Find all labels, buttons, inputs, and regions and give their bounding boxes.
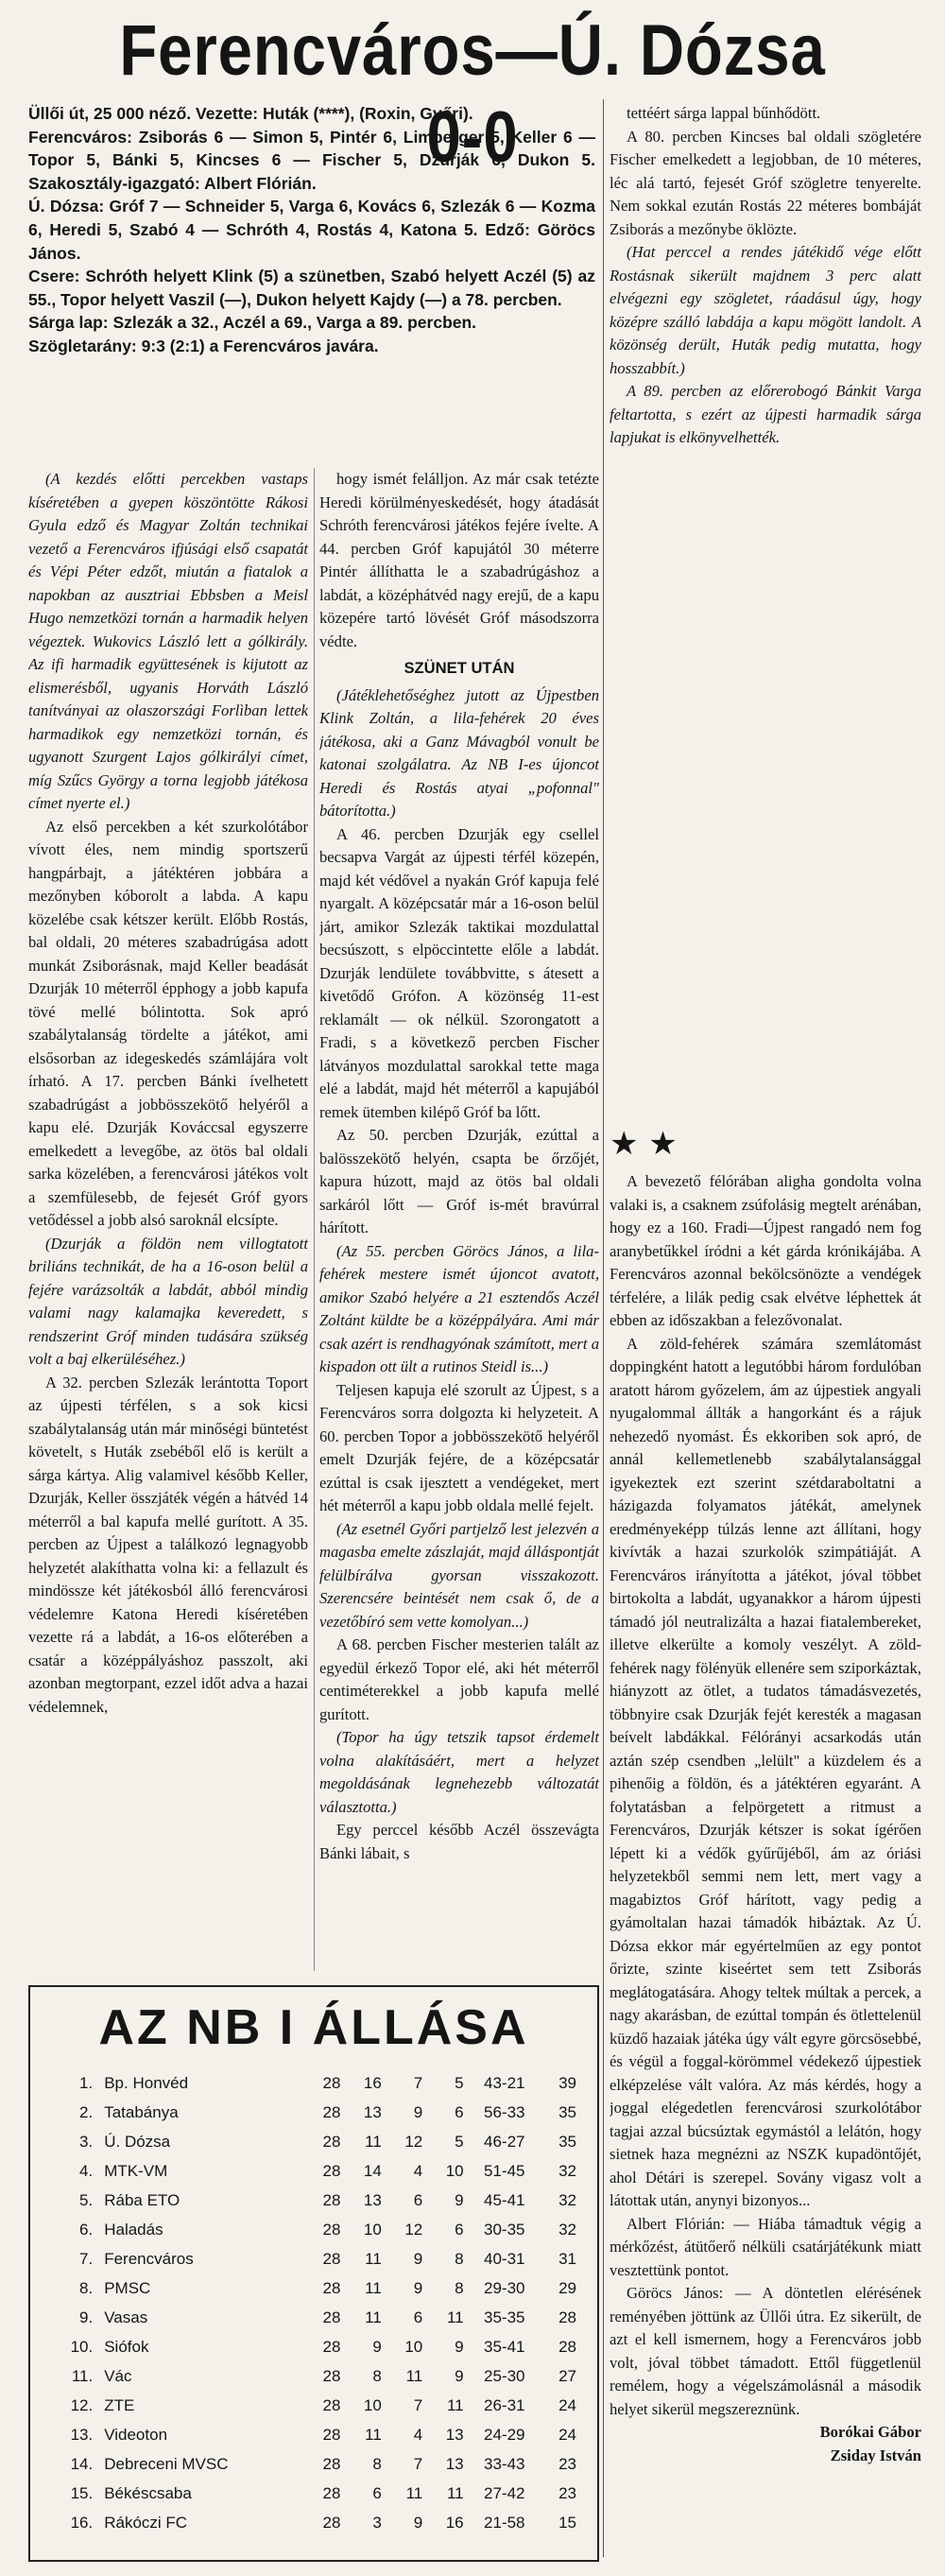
standings-rank: 12. [70, 2395, 94, 2414]
substitutions: Csere: Schróth helyett Klink (5) a szünetben, Szabó helyett Aczél (5) az 55., Topor helyett Vaszil (—), Dukon helyett Kajdy (—) a 78. percben. [28, 267, 595, 309]
match-venue: Üllői út, 25 000 néző. Vezette: Huták (****), (Roxin, Győri). [28, 104, 473, 123]
standings-played: 28 [322, 2102, 341, 2121]
report-paragraph: A 46. percben Dzurják egy csellel becsapva Vargát az újpesti térfél közepén, majd két védővel a nyakán Gróf kapuja felé nyargalt. A középcsatár már a 16-oson belül járt, amikor Szlezák taktikai mozdulattal becsúszott, s elpöccintette előle a labdát. Dzurják lendülete továbbvitte, s átesett a kivetődő Grófon. A közönség 11-est reklamált — ok nélkül. Szorongatott a Fradi, s a következő percben Fischer látványos mozdulattal sarokkal tette maga elé a labdát, majd hét méterről a kapujából remek ütemben kilépő Gróf ba lőtt. [319, 824, 599, 1121]
commentary-column [610, 1170, 921, 2560]
standings-drawn: 6 [413, 2190, 423, 2209]
report-paragraph: Az 50. percben Dzurják, ezúttal a balösszekötő helyén, csapta be őrzőjét, kapura húzott, majd az ötös bal oldali sarkáról lőtt — Gróf is-mét bravúrral hárított. [319, 1126, 599, 1236]
report-paragraph: Az első percekben a két szurkolótábor vívott éles, nem mindig sportszerű hangpárbajt, a játéktéren jobbára a mezőnyben kóborolt a labda. A kapu közelébe csak kétszer került. Előbb Rostás, bal oldali, 20 méteres szabadrúgása adott munkát Zsiborásnak, majd Keller beadását Dzurják 10 méterről épphogy a jobb kapufa tövé mellé bólintotta. Sok apró szabálytalanság tördelte a játékot, ami elsősorban az idegeskedés számlájára volt írható. A 17. percben Bánki ívelhetett szabadrúgást a jobbösszekötő helyéről a kapu elé. Dzurják Kováccsal egyszerre emelkedett a levegőbe, az ötös bal oldali sarka közelében, a ferencvárosi játékos volt a szemfülesebb, de fejesét Gróf gyors vetődéssel a jobb alsó saroknál elcsípte. [28, 817, 308, 1229]
standings-title: AZ NB I ÁLLÁSA [98, 2000, 529, 2055]
standings-played: 28 [322, 2454, 341, 2473]
standings-team: Bp. Honvéd [104, 2073, 189, 2092]
standings-won: 14 [363, 2161, 382, 2180]
standings-lost: 8 [455, 2249, 464, 2268]
standings-won: 8 [372, 2454, 382, 2473]
standings-goals: 29-30 [484, 2278, 525, 2297]
standings-won: 6 [372, 2483, 382, 2502]
report-column-1 [28, 468, 308, 1971]
standings-points: 35 [558, 2102, 576, 2121]
report-paragraph: A zöld-fehérek számára szemlátomást doppingként hatott a legutóbbi három fordulóban aratott három győzelem, ám az újpestiek angyali nyugalommal állták a hangorkánt és a rájuk nehezedő nyomást. És ekkoriben sok apró, de annál kellemetlenebb szabálytalansággal igyekeztek ezt szerint szétdaraboltatni a házigazda folyamatos játékát, amelynek eredményeképp túlzás lenne azt állítani, hogy kivívták a hazai szurkolók szimpátiáját. A Ferencváros irányította a játékot, jóval többet birtokolta a labdát, ugyanakkor a három újpesti támadó jól neutralizálta a hazai fiatalembereket, illetve elkerülte a komoly veszélyt. A zöld-fehérek nagy fölényük ellenére sem sziporkáztak, hiányzott az ötlet, a tudatos támadásvezetés, többnyire csak Dzurják fejét keresték a magasan beívelt labdákkal. Félórányi acsarkodás után aztán szép csendben „lelült" a küzdelem és a pihenőig a földön, és a játéktéren egyaránt. A folytatásban a felpörgetett a ritmust a Ferencváros, Dzurják kétszer is sokat ígérően lépett ki a védők gyűrűjéből, ám az óriási helyzetekből semmi nem lett, mert vagy a magabiztos Gróf hárított, vagy pedig a gyámoltalan hazai támadók hibáztak. Az Ú. Dózsa ekkor már egyértelműen az egy pontot őrizte, szinte kiseértet sem tett Zsiborás meglátogatására. Ahogy teltek múltak a percek, a nagy akarásban, de ezúttal tompán és ötlettelenül küzdő hazaiak játéka úgy vált egyre görcsösebbé, és végül a foggal-körömmel védekező újpestiek elképzelése vált valóra. Az más kérdés, hogy a joggal elégedetlen ferencvárosi szurkolótábor tagjai azzal búcsúztak egymástól a lelátón, hogy sietnek haza megnézni az NSZK kupadöntőjét, ahol Détári is szerepel. Sovány vigasz volt a látottak után, anynyi bizonyos... [610, 1334, 921, 2209]
italic-note: (A kezdés előtti percekben vastaps kíséretében a gyepen köszöntötte Rákosi Gyula edző és Magyar Zoltán technikai vezető a Ferencváros ifjúsági első csapatát és Vépi Péter edzőt, miután a fiatalok a napokban az ausztriai Ebbsben a Meisl Hugo nemzetközi tornán a harmadik helyen végeztek. Wukovics László lett a gólkirály. Az ifi harmadik együttesének is kijutott az elismerésből, ugyanis Horváth László tanítványai az olaszországi Forlìban lettek harmadikok egy nemzetközi tornán, és ugyanott Szurgent Lajos gólkirályi címet, míg Szűcs György a torna legjobb játékosa címet nyerte el.) [28, 470, 308, 812]
lineup-ferencvaros: Ferencváros: Zsiborás 6 — Simon 5, Pintér 6, Limperger 5, Keller 6 — Topor 5, Bánki 5, Kincses 6 — Fischer 5, Dzurják 6, Dukon 5. Szakosztály-igazgató: Albert Flórián. [28, 127, 595, 193]
standings-row [57, 2273, 582, 2303]
standings-row [57, 2420, 582, 2449]
standings-points: 29 [558, 2278, 576, 2297]
standings-points: 23 [558, 2454, 576, 2473]
standings-won: 16 [363, 2073, 382, 2092]
standings-points: 15 [558, 2513, 576, 2532]
standings-team: Ferencváros [104, 2249, 194, 2268]
standings-rank: 6. [79, 2220, 94, 2239]
standings-lost: 11 [446, 2308, 464, 2326]
italic-note: (Az 55. percben Göröcs János, a lila-fehérek mestere ismét újoncot avatott, amikor Szabó helyére a 21 esztendős Aczél Zoltánt küldte be a középpályára. Ami már csak azért is rendhagyónak számított, mert a kispadon ott ült a rutinos Steidl is...) [319, 1241, 599, 1375]
report-column-2 [319, 468, 599, 1971]
standings-played: 28 [322, 2278, 341, 2297]
standings-team: Debreceni MVSC [104, 2454, 229, 2473]
standings-played: 28 [322, 2073, 341, 2092]
standings-row [57, 2449, 582, 2479]
standings-goals: 43-21 [484, 2073, 525, 2092]
standings-team: Vasas [104, 2308, 148, 2326]
yellow-cards: Sárga lap: Szlezák a 32., Aczél a 69., Varga a 89. percben. [28, 313, 477, 333]
lineup-udozsa: Ú. Dózsa: Gróf 7 — Schneider 5, Varga 6, Kovács 6, Szlezák 6 — Kozma 6, Heredi 5, Szabó 4 — Schróth 4, Rostás 4, Katona 5. Edző: Göröcs János. [28, 197, 595, 263]
standings-team: Videoton [104, 2425, 168, 2444]
standings-points: 27 [558, 2366, 576, 2385]
standings-lost: 5 [455, 2073, 464, 2092]
italic-note: (Dzurják a földön nem villogtatott briliáns technikát, de ha a 16-oson belül a fejére varázsolták a labdát, abból mindig valami nagy kalamajka keveredett, s rendszerint Gróf minden tudására szükség volt a baj elkerüléséhez.) [28, 1234, 308, 1368]
standings-played: 28 [322, 2483, 341, 2502]
standings-goals: 46-27 [484, 2132, 525, 2151]
report-paragraph: A 32. percben Szlezák lerántotta Toport az újpesti térfélen, s a sok kicsi szabálytalanság után már minőségi büntetést követelt, s Huták zsebéből elő is került a sárga kártya. Alig valamivel később Keller, Dzurják, Keller összjáték végén a hátvéd 14 méterről a bal kapufa mellé gurított. A 35. percben az Újpest a találkozó legnagyobb helyzetét alakíthatta volna ki: a fellazult és mindössze két játékosból álló ferencvárosi védelemre Katona Heredi kíséretében vezette rá a labdát, a 16-os előterében a csatár a középpályáshoz passzolt, aki azonban megtorpant, ezzel időt adva a hazai védelemnek, [28, 1373, 308, 1716]
report-paragraph: Göröcs János: — A döntetlen elérésének reményében jöttünk az Üllői útra. Ez sikerült, de azt el kell ismernem, hogy a Ferencváros jobb volt, jóval többet támadott. Ettől függetlenül remélem, hogy a végelszámolásnál a második helyet sikerül megszereznünk. [610, 2284, 921, 2418]
standings-played: 28 [322, 2161, 341, 2180]
standings-rank: 14. [70, 2454, 94, 2473]
standings-points: 32 [558, 2190, 576, 2209]
italic-note: (Játéklehetőséghez jutott az Újpestben Klink Zoltán, a lila-fehérek 20 éves játékosa, aki a Ganz Mávagból vonult be katonai szolgálatra. Az NB I-es újoncot Heredi és Rostás atyai „pofonnal" bátorította.) [319, 685, 599, 820]
standings-rank: 10. [70, 2337, 94, 2356]
standings-played: 28 [322, 2337, 341, 2356]
standings-row [57, 2156, 582, 2186]
standings-won: 13 [363, 2190, 382, 2209]
standings-rank: 4. [79, 2161, 94, 2180]
standings-lost: 8 [455, 2278, 464, 2297]
report-column-3 [610, 102, 921, 1142]
column-divider [314, 468, 315, 1971]
standings-row [57, 2186, 582, 2215]
standings-played: 28 [322, 2395, 341, 2414]
standings-won: 13 [363, 2102, 382, 2121]
standings-row [57, 2303, 582, 2332]
standings-drawn: 12 [404, 2132, 423, 2151]
standings-drawn: 7 [413, 2454, 423, 2473]
report-paragraph: A bevezető félórában aligha gondolta volna valaki is, a csaknem zsúfolásig megtelt arénában, hogy ez a 160. Fradi—Újpest rangadó nem fog aranybetűkkel íródni a két gárda krónikájába. A Ferencváros azonnal bekölcsönözte a vendégek térfelére, a lilák pedig csak elvétve léphettek át ebben az időszakban a felezővonalat. [610, 1172, 921, 1329]
standings-lost: 9 [455, 2190, 464, 2209]
standings-goals: 35-35 [484, 2308, 525, 2326]
standings-drawn: 4 [413, 2425, 423, 2444]
standings-won: 11 [365, 2308, 382, 2326]
report-paragraph: Teljesen kapuja elé szorult az Újpest, s a Ferencváros sorra dolgozta ki helyzeteit. A 60. percben Topor a jobbösszekötő helyéről emelt Dzurják fejére, de a középcsatár ezúttal is csak ijesztett a vendégeket, mert hét méterről a kapu jobb oldala mellé fejelt. [319, 1380, 599, 1514]
match-info [28, 102, 595, 358]
standings-rank: 7. [79, 2249, 94, 2268]
standings-lost: 6 [455, 2102, 464, 2121]
standings-team: Vác [104, 2366, 132, 2385]
report-paragraph: A 68. percben Fischer mesterien talált az egyedül érkező Topor elé, aki hét méterről centiméterekkel a jobb kapufa mellé gurított. [319, 1635, 599, 1723]
standings-team: MTK-VM [104, 2161, 168, 2180]
standings-played: 28 [322, 2513, 341, 2532]
standings-rank: 2. [79, 2102, 94, 2121]
standings-drawn: 11 [405, 2483, 423, 2502]
standings-row [57, 2215, 582, 2244]
standings-rank: 16. [70, 2513, 94, 2532]
standings-team: PMSC [104, 2278, 151, 2297]
standings-goals: 26-31 [484, 2395, 525, 2414]
standings-lost: 9 [455, 2366, 464, 2385]
standings-row [57, 2127, 582, 2156]
author-name: Zsiday István [830, 2446, 921, 2464]
standings-lost: 13 [445, 2425, 464, 2444]
standings-won: 10 [363, 2220, 382, 2239]
standings-drawn: 11 [405, 2366, 423, 2385]
standings-row [57, 2508, 582, 2537]
corner-ratio: Szögletarány: 9:3 (2:1) a Ferencváros javára. [28, 336, 379, 355]
standings-drawn: 9 [413, 2513, 423, 2532]
standings-points: 28 [558, 2308, 576, 2326]
report-paragraph: Albert Flórián: — Hiába támadtuk végig a mérkőzést, átütőerő nélküli csatárjátékunk miatt vesztettünk pontot. [610, 2214, 921, 2279]
standings-points: 23 [558, 2483, 576, 2502]
standings-row [57, 2068, 582, 2098]
standings-lost: 10 [445, 2161, 464, 2180]
standings-won: 10 [363, 2395, 382, 2414]
standings-row [57, 2098, 582, 2127]
standings-rank: 8. [79, 2278, 94, 2297]
standings-points: 28 [558, 2337, 576, 2356]
standings-team: Rákóczi FC [104, 2513, 188, 2532]
rating-stars: ★ ★ [610, 1125, 678, 1163]
standings-lost: 16 [445, 2513, 464, 2532]
standings-goals: 45-41 [484, 2190, 525, 2209]
standings-won: 8 [372, 2366, 382, 2385]
standings-team: Rába ETO [104, 2190, 180, 2209]
standings-points: 31 [558, 2249, 576, 2268]
standings-drawn: 10 [404, 2337, 423, 2356]
standings-goals: 33-43 [484, 2454, 525, 2473]
standings-played: 28 [322, 2308, 341, 2326]
standings-team: Ú. Dózsa [104, 2132, 171, 2151]
standings-lost: 11 [446, 2483, 464, 2502]
italic-note: (Hat perccel a rendes játékidő vége előtt Rostásnak sikerült majdnem 3 perc alatt elvégezni egy szögletet, ráadásul úgy, hogy középre szálló labdája a kapu mögött landolt. A közönség derült, Huták pedig mutatta, hogy hosszabbít.) [610, 243, 921, 377]
standings-won: 11 [365, 2425, 382, 2444]
standings-lost: 9 [455, 2337, 464, 2356]
standings-row [57, 2361, 582, 2391]
standings-row [57, 2391, 582, 2420]
standings-points: 39 [558, 2073, 576, 2092]
standings-played: 28 [322, 2132, 341, 2151]
standings-goals: 56-33 [484, 2102, 525, 2121]
standings-points: 35 [558, 2132, 576, 2151]
standings-played: 28 [322, 2190, 341, 2209]
standings-team: Haladás [104, 2220, 163, 2239]
standings-drawn: 12 [404, 2220, 423, 2239]
standings-goals: 27-42 [484, 2483, 525, 2502]
standings-row [57, 2479, 582, 2508]
standings-points: 32 [558, 2161, 576, 2180]
standings-goals: 24-29 [484, 2425, 525, 2444]
standings-drawn: 9 [413, 2102, 423, 2121]
standings-drawn: 9 [413, 2278, 423, 2297]
standings-drawn: 9 [413, 2249, 423, 2268]
report-paragraph: A 80. percben Kincses bal oldali szögletére Fischer emelkedett a legjobban, de 10 méteres, léc alá tartó, fejesét Gróf szögletre tenyerelte. Nem sokkal ezután Rostás 22 méteres bombáját Zsiborás a mezőnybe öklözte. [610, 127, 921, 238]
standings-rank: 11. [71, 2366, 94, 2385]
standings-played: 28 [322, 2220, 341, 2239]
standings-goals: 21-58 [484, 2513, 525, 2532]
standings-rank: 1. [79, 2073, 94, 2092]
standings-rank: 13. [70, 2425, 94, 2444]
standings-played: 28 [322, 2249, 341, 2268]
standings-won: 11 [365, 2278, 382, 2297]
standings-table [57, 2068, 582, 2537]
report-paragraph: Egy perccel később Aczél összevágta Bánki lábait, s [319, 1821, 599, 1862]
standings-row [57, 2332, 582, 2361]
report-paragraph: tettéért sárga lappal bűnhődött. [627, 104, 821, 122]
italic-note: (Az esetnél Győri partjelző lest jelezvén a magasba emelte zászlaját, majd álláspontját felülbírálva gyorsan visszakozott. Szerencsére beintését nem csak ő, de a vezetőbíró sem vette komolyan...) [319, 1519, 599, 1631]
standings-points: 32 [558, 2220, 576, 2239]
standings-lost: 13 [445, 2454, 464, 2473]
standings-won: 11 [365, 2249, 382, 2268]
standings-won: 9 [372, 2337, 382, 2356]
standings-points: 24 [558, 2425, 576, 2444]
section-heading: SZÜNET UTÁN [404, 659, 515, 677]
author-name: Borókai Gábor [819, 2423, 921, 2441]
standings-drawn: 6 [413, 2308, 423, 2326]
standings-box [28, 1985, 599, 2562]
standings-lost: 6 [455, 2220, 464, 2239]
standings-points: 24 [558, 2395, 576, 2414]
standings-goals: 30-35 [484, 2220, 525, 2239]
standings-drawn: 7 [413, 2395, 423, 2414]
standings-rank: 5. [79, 2190, 94, 2209]
report-paragraph: hogy ismét felálljon. Az már csak tetézte Heredi körülményeskedését, hogy átadását Schróth ferencvárosi játékos fejére ívelte. A 44. percben Gróf kapujától 30 méterre Pintér állíthatta le a szabadrúgáshoz a labdát, a középhátvéd nagy erejű, de a kapu közepére tartó lövését Gróf másodszorra védte. [319, 470, 599, 650]
headline: Ferencváros—Ú. Dózsa 0-0 [119, 10, 826, 178]
standings-team: Siófok [104, 2337, 149, 2356]
standings-won: 11 [365, 2132, 382, 2151]
standings-lost: 11 [446, 2395, 464, 2414]
italic-note: (Topor ha úgy tetszik tapsot érdemelt volna alakításáért, mert a helyzet megoldásának legnehezebb változatát választotta.) [319, 1728, 599, 1816]
standings-drawn: 7 [413, 2073, 423, 2092]
standings-team: Tatabánya [104, 2102, 179, 2121]
standings-row [57, 2244, 582, 2273]
standings-rank: 3. [79, 2132, 94, 2151]
standings-rank: 9. [79, 2308, 94, 2326]
standings-played: 28 [322, 2366, 341, 2385]
column-divider [603, 99, 604, 2557]
standings-won: 3 [372, 2513, 382, 2532]
italic-note: A 89. percben az előrerobogó Bánkit Varga feltartotta, s ezért az újpesti harmadik sárga lapjukat is elkönyvelhették. [610, 382, 921, 446]
standings-team: Békéscsaba [104, 2483, 192, 2502]
standings-played: 28 [322, 2425, 341, 2444]
standings-rank: 15. [70, 2483, 94, 2502]
standings-goals: 35-41 [484, 2337, 525, 2356]
standings-drawn: 4 [413, 2161, 423, 2180]
standings-lost: 5 [455, 2132, 464, 2151]
standings-team: ZTE [104, 2395, 135, 2414]
standings-goals: 25-30 [484, 2366, 525, 2385]
standings-goals: 51-45 [484, 2161, 525, 2180]
standings-goals: 40-31 [484, 2249, 525, 2268]
